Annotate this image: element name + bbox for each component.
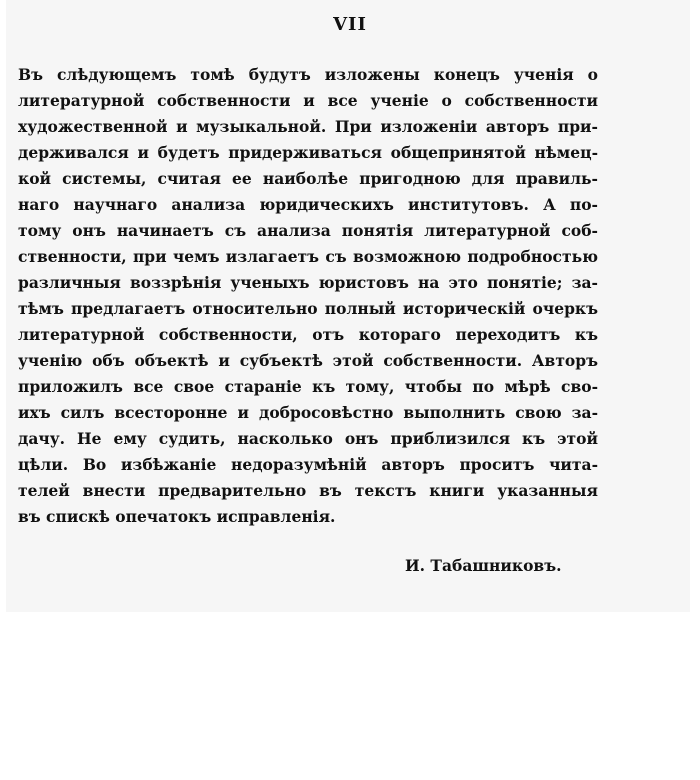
text-line: Въ слѣдующемъ томѣ будутъ изложены конецъ ученія о (18, 65, 598, 84)
author-signature: И. Табашниковъ. (405, 556, 562, 575)
text-line: тому онъ начинаетъ съ анализа понятія литературной соб- (18, 221, 598, 240)
text-line: кой системы, считая ее наиболѣе пригодною для правиль- (18, 169, 598, 188)
text-line: ученію объ объектѣ и субъектѣ этой собственности. Авторъ (18, 351, 598, 370)
text-line: ственности, при чемъ излагаетъ съ возможною подробностью (18, 247, 598, 266)
text-line: телей внести предварительно въ текстъ книги указанныя (18, 481, 598, 500)
text-line: тѣмъ предлагаетъ относительно полный историческій очеркъ (18, 299, 598, 318)
text-line: литературной собственности и все ученіе о собственности (18, 91, 598, 110)
page-number: VII (333, 14, 367, 35)
text-line: литературной собственности, отъ котораго переходитъ къ (18, 325, 598, 344)
text-line: цѣли. Во избѣжаніе недоразумѣній авторъ проситъ чита- (18, 455, 598, 474)
text-line: держивался и будетъ придерживаться общепринятой нѣмец- (18, 143, 598, 162)
text-line: въ спискѣ опечатокъ исправленія. (18, 507, 336, 526)
text-line: дачу. Не ему судить, насколько онъ приблизился къ этой (18, 429, 598, 448)
preface-paragraph (18, 62, 598, 530)
text-line: приложилъ все свое стараніе къ тому, чтобы по мѣрѣ сво- (18, 377, 598, 396)
text-line: художественной и музыкальной. При изложеніи авторъ при- (18, 117, 598, 136)
text-line: различныя воззрѣнія ученыхъ юристовъ на это понятіе; за- (18, 273, 598, 292)
text-line: наго научнаго анализа юридическихъ институтовъ. А по- (18, 195, 598, 214)
text-line: ихъ силъ всесторонне и добросовѣстно выполнить свою за- (18, 403, 598, 422)
